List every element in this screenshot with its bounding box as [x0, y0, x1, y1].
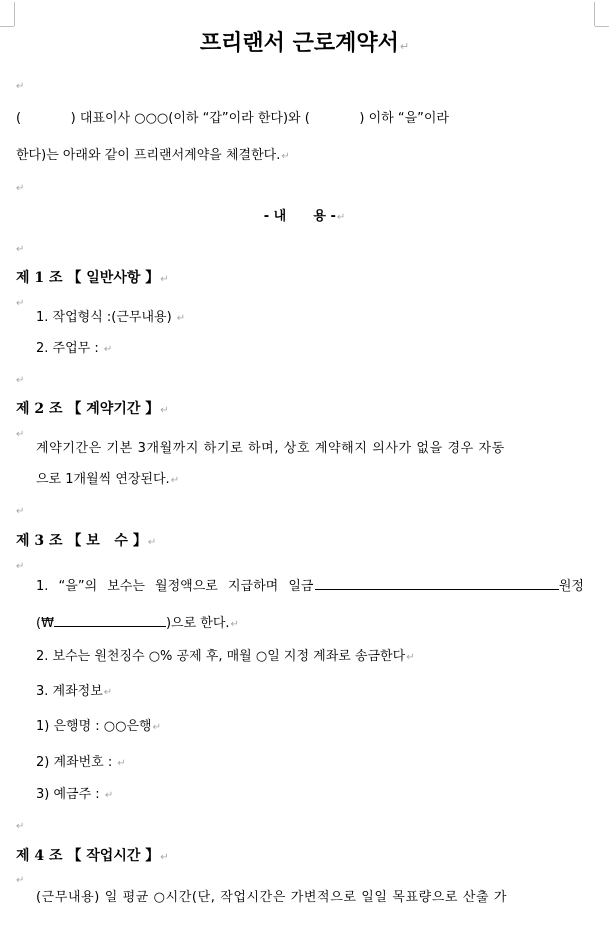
paragraph-mark-icon: ↵ — [16, 244, 25, 255]
article-body-text: 3. 계좌정보 — [36, 684, 103, 699]
empty-paragraph[interactable] — [16, 426, 24, 443]
article-heading-text: 제 1 조 【 일반사항 】 — [16, 270, 160, 286]
document-title[interactable] — [0, 30, 609, 60]
paragraph-mark-icon: ↵ — [16, 81, 25, 92]
amount-won-blank-field[interactable] — [54, 614, 166, 627]
empty-paragraph[interactable] — [16, 818, 24, 835]
paragraph-mark-icon: ↵ — [399, 40, 410, 53]
list-item-text: 1. 작업형식 :(근무내용) — [36, 310, 172, 325]
article-4-heading[interactable] — [16, 848, 169, 866]
article-2-body-line-2[interactable] — [36, 472, 179, 489]
empty-paragraph[interactable] — [16, 372, 24, 389]
article-body-text: 2) 계좌번호 : — [36, 755, 113, 770]
article-body-text: 1) 은행명 : ○○은행 — [36, 719, 152, 734]
bank-name-line[interactable] — [36, 719, 161, 736]
contents-label[interactable] — [0, 209, 609, 226]
paragraph-mark-icon: ↵ — [117, 758, 126, 769]
article-body-text: (₩ — [36, 616, 54, 631]
article-3-heading[interactable] — [16, 533, 156, 551]
paragraph-mark-icon: ↵ — [147, 537, 157, 548]
article-heading-text: 제 3 조 【 보 수 】 — [16, 533, 147, 549]
empty-paragraph[interactable] — [16, 180, 24, 197]
paragraph-mark-icon: ↵ — [230, 619, 239, 630]
article-3-item-1-line-2[interactable] — [36, 614, 239, 633]
article-body-text: 으로 1개월씩 연장된다. — [36, 472, 170, 487]
article-1-heading[interactable] — [16, 270, 169, 288]
article-2-heading[interactable] — [16, 401, 169, 419]
crop-mark-top-right-vertical — [594, 2, 595, 26]
article-body-text: (근무내용) 일 평균 ○시간(단, 작업시간은 가변적으로 일일 목표량으로 산출 가 — [36, 890, 508, 905]
article-3-item-2[interactable] — [36, 649, 415, 666]
paragraph-mark-icon: ↵ — [16, 183, 25, 194]
paragraph-mark-icon: ↵ — [170, 475, 180, 486]
intro-line-2[interactable] — [16, 148, 290, 165]
intro-text-1: ( ) 대표이사 ○○○(이하 “갑”이라 한다)와 ( ) 이하 “을”이라 — [16, 111, 449, 126]
list-item-text: 2. 주업무 : — [36, 341, 99, 356]
paragraph-mark-icon: ↵ — [406, 652, 415, 663]
account-number-line[interactable] — [36, 755, 126, 772]
article-heading-text: 제 2 조 【 계약기간 】 — [16, 401, 160, 417]
article-body-text: 3) 예금주 : — [36, 787, 100, 802]
empty-paragraph[interactable] — [16, 295, 24, 312]
article-body-text: 계약기간은 기본 3개월까지 하기로 하며, 상호 계약해지 의사가 없을 경우 자동 — [36, 441, 505, 456]
paragraph-mark-icon: ↵ — [16, 821, 25, 832]
article-body-text: 1. “을”의 보수는 월정액으로 지급하며 일금 — [36, 579, 314, 594]
paragraph-mark-icon: ↵ — [103, 687, 113, 698]
empty-paragraph[interactable] — [16, 503, 24, 520]
empty-paragraph[interactable] — [16, 558, 24, 575]
article-body-text: )으로 한다. — [165, 616, 230, 631]
paragraph-mark-icon: ↵ — [16, 506, 25, 517]
paragraph-mark-icon: ↵ — [16, 875, 25, 886]
paragraph-mark-icon: ↵ — [104, 790, 114, 801]
paragraph-mark-icon: ↵ — [160, 274, 169, 285]
contents-label-text: - 내 용 - — [263, 209, 336, 224]
intro-line-1[interactable] — [16, 111, 449, 127]
crop-mark-top-right — [595, 26, 609, 27]
paragraph-mark-icon: ↵ — [160, 852, 169, 863]
article-3-item-1-line-1[interactable] — [36, 577, 584, 595]
paragraph-mark-icon: ↵ — [16, 375, 25, 386]
paragraph-mark-icon: ↵ — [16, 298, 25, 309]
intro-text-2: 한다)는 아래와 같이 프리랜서계약을 체결한다. — [16, 148, 281, 163]
article-1-item-1[interactable] — [36, 310, 185, 327]
crop-mark-top-left-vertical — [14, 2, 15, 26]
paragraph-mark-icon: ↵ — [16, 429, 25, 440]
paragraph-mark-icon: ↵ — [176, 313, 186, 324]
article-2-body-line-1[interactable] — [36, 441, 584, 457]
paragraph-mark-icon: ↵ — [103, 344, 113, 355]
empty-paragraph[interactable] — [16, 78, 24, 95]
empty-paragraph[interactable] — [16, 241, 24, 258]
title-text: 프리랜서 근로계약서 — [199, 30, 399, 56]
paragraph-mark-icon: ↵ — [16, 561, 25, 572]
paragraph-mark-icon: ↵ — [281, 151, 290, 162]
article-1-item-2[interactable] — [36, 341, 112, 358]
empty-paragraph[interactable] — [16, 872, 24, 889]
amount-blank-field[interactable] — [315, 577, 558, 590]
paragraph-mark-icon: ↵ — [160, 405, 169, 416]
article-heading-text: 제 4 조 【 작업시간 】 — [16, 848, 160, 864]
article-3-item-3[interactable] — [36, 684, 112, 701]
paragraph-mark-icon: ↵ — [336, 212, 346, 223]
paragraph-mark-icon: ↵ — [152, 722, 161, 733]
article-4-body-line-1[interactable] — [36, 890, 584, 906]
article-body-text: 2. 보수는 원천징수 ○% 공제 후, 매월 ○일 지정 계좌로 송금한다 — [36, 649, 406, 664]
crop-mark-top-left — [0, 26, 14, 27]
account-holder-line[interactable] — [36, 787, 113, 804]
article-body-text: 원정 — [558, 579, 584, 594]
